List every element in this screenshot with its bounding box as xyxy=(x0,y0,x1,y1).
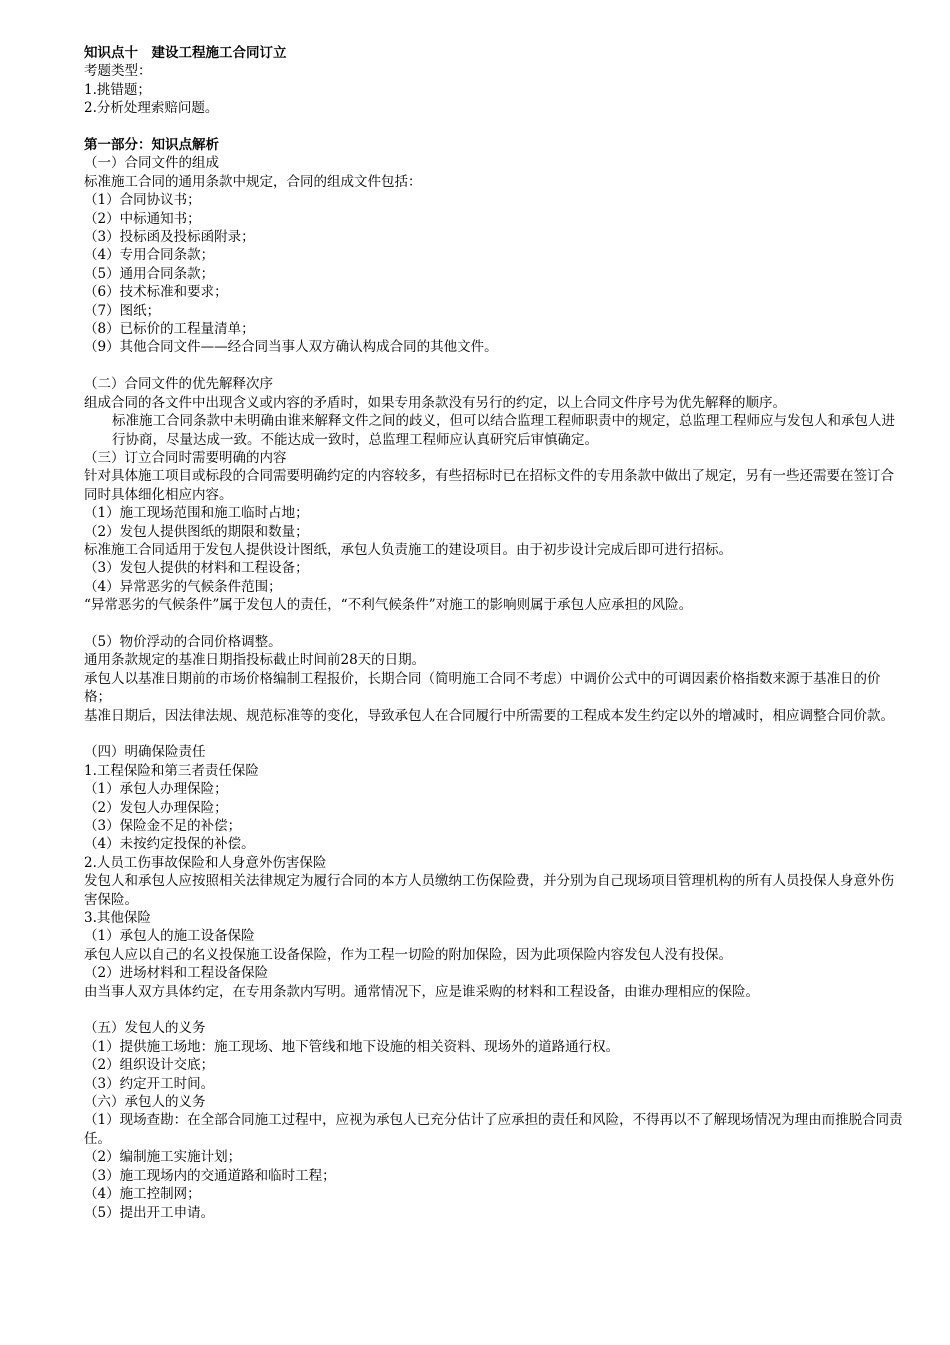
list-item: （1）施工现场范围和施工临时占地； xyxy=(84,505,309,522)
list-item: （2）进场材料和工程设备保险 xyxy=(84,965,269,982)
list-item: （3）约定开工时间。 xyxy=(84,1075,215,1092)
list-item: （4）施工控制网； xyxy=(84,1186,201,1203)
list-item: （3）投标函及投标函附录； xyxy=(84,229,255,246)
list-item: （2）发包人提供图纸的期限和数量； xyxy=(84,523,309,540)
list-item: （2）中标通知书； xyxy=(84,210,201,227)
section4-heading: （四）明确保险责任 xyxy=(84,744,206,761)
section1-heading: （一）合同文件的组成 xyxy=(84,155,219,172)
paragraph: 组成合同的各文件中出现含义或内容的矛盾时，如果专用条款没有另行的约定，以上合同文件序号为优先解释的顺序。 xyxy=(84,394,786,411)
paragraph: 标准施工合同条款中未明确由谁来解释文件之间的歧义，但可以结合监理工程师职责中的规定，总监理工程师应与发包人和承包人进行协商，尽量达成一致。不能达成一致时，总监理工程师应认真研究后审慎确定。 xyxy=(112,413,895,448)
section5-heading: （五）发包人的义务 xyxy=(84,1020,206,1037)
paragraph: 针对具体施工项目或标段的合同需要明确约定的内容较多，有些招标时已在招标文件的专用条款中做出了规定，另有一些还需要在签订合同时具体细化相应内容。 xyxy=(84,468,894,503)
list-item: （5）物价浮动的合同价格调整。 xyxy=(84,633,282,650)
list-item: （3）施工现场内的交通道路和临时工程； xyxy=(84,1167,336,1184)
exam-type-item: 1.挑错题； xyxy=(84,81,151,98)
list-item: （8）已标价的工程量清单； xyxy=(84,321,255,338)
paragraph: 基准日期后，因法律法规、规范标准等的变化，导致承包人在合同履行中所需要的工程成本发生约定以外的增减时，相应调整合同价款。 xyxy=(84,707,894,724)
list-item: （1）承包人办理保险； xyxy=(84,781,228,798)
list-item: （6）技术标准和要求； xyxy=(84,284,228,301)
subheading: 3.其他保险 xyxy=(84,910,151,927)
page-title: 知识点十 建设工程施工合同订立 xyxy=(84,45,287,61)
subheading: 2.人员工伤事故保险和人身意外伤害保险 xyxy=(84,854,327,871)
list-item: （2）编制施工实施计划； xyxy=(84,1149,242,1166)
paragraph: 承包人应以自己的名义投保施工设备保险，作为工程一切险的附加保险，因为此项保险内容发包人没有投保。 xyxy=(84,946,732,963)
paragraph: 发包人和承包人应按照相关法律规定为履行合同的本方人员缴纳工伤保险费，并分别为自己现场项目管理机构的所有人员投保人身意外伤害保险。 xyxy=(84,873,894,908)
list-item: （3）保险金不足的补偿； xyxy=(84,818,242,834)
list-item: （3）发包人提供的材料和工程设备； xyxy=(84,560,309,577)
list-item: （1）合同协议书； xyxy=(84,192,201,209)
part1-heading: 第一部分：知识点解析 xyxy=(84,137,219,154)
list-item: （5）通用合同条款； xyxy=(84,265,215,282)
section1-intro: 标准施工合同的通用条款中规定，合同的组成文件包括： xyxy=(84,173,422,190)
list-item: （2）发包人办理保险； xyxy=(84,799,228,816)
paragraph: 标准施工合同适用于发包人提供设计图纸，承包人负责施工的建设项目。由于初步设计完成后即可进行招标。 xyxy=(84,541,732,558)
list-item: （9）其他合同文件——经合同当事人双方确认构成合同的其他文件。 xyxy=(84,339,498,356)
section3-heading: （三）订立合同时需要明确的内容 xyxy=(84,449,287,466)
section2-heading: （二）合同文件的优先解释次序 xyxy=(84,376,273,393)
paragraph: 承包人以基准日期前的市场价格编制工程报价，长期合同（简明施工合同不考虑）中调价公式中的可调因素价格指数来源于基准日的价格； xyxy=(84,670,881,706)
list-item: （1）提供施工场地：施工现场、地下管线和地下设施的相关资料、现场外的道路通行权。 xyxy=(84,1038,620,1055)
list-item: （1）承包人的施工设备保险 xyxy=(84,928,255,945)
list-item: （7）图纸； xyxy=(84,302,161,319)
list-item: （2）组织设计交底； xyxy=(84,1057,215,1074)
list-item: （4）专用合同条款； xyxy=(84,247,215,264)
exam-types-label: 考题类型： xyxy=(84,63,152,80)
paragraph: “异常恶劣的气候条件”属于发包人的责任，“不利气候条件”对施工的影响则属于承包人应承担的风险。 xyxy=(84,597,693,614)
list-item: （4）异常恶劣的气候条件范围； xyxy=(84,578,282,595)
paragraph: 通用条款规定的基准日期指投标截止时间前28天的日期。 xyxy=(84,652,426,669)
document-page xyxy=(84,44,904,1222)
list-item: （5）提出开工申请。 xyxy=(84,1204,215,1221)
exam-type-item: 2.分析处理索赔问题。 xyxy=(84,100,219,117)
section6-heading: （六）承包人的义务 xyxy=(84,1094,206,1111)
list-item: （4）未按约定投保的补偿。 xyxy=(84,836,255,853)
subheading: 1.工程保险和第三者责任保险 xyxy=(84,762,259,779)
paragraph: 由当事人双方具体约定，在专用条款内写明。通常情况下，应是谁采购的材料和工程设备，由谁办理相应的保险。 xyxy=(84,983,759,1000)
list-item: （1）现场查勘：在全部合同施工过程中，应视为承包人已充分估计了应承担的责任和风险，不得再以不了解现场情况为理由而推脱合同责任。 xyxy=(84,1112,903,1147)
